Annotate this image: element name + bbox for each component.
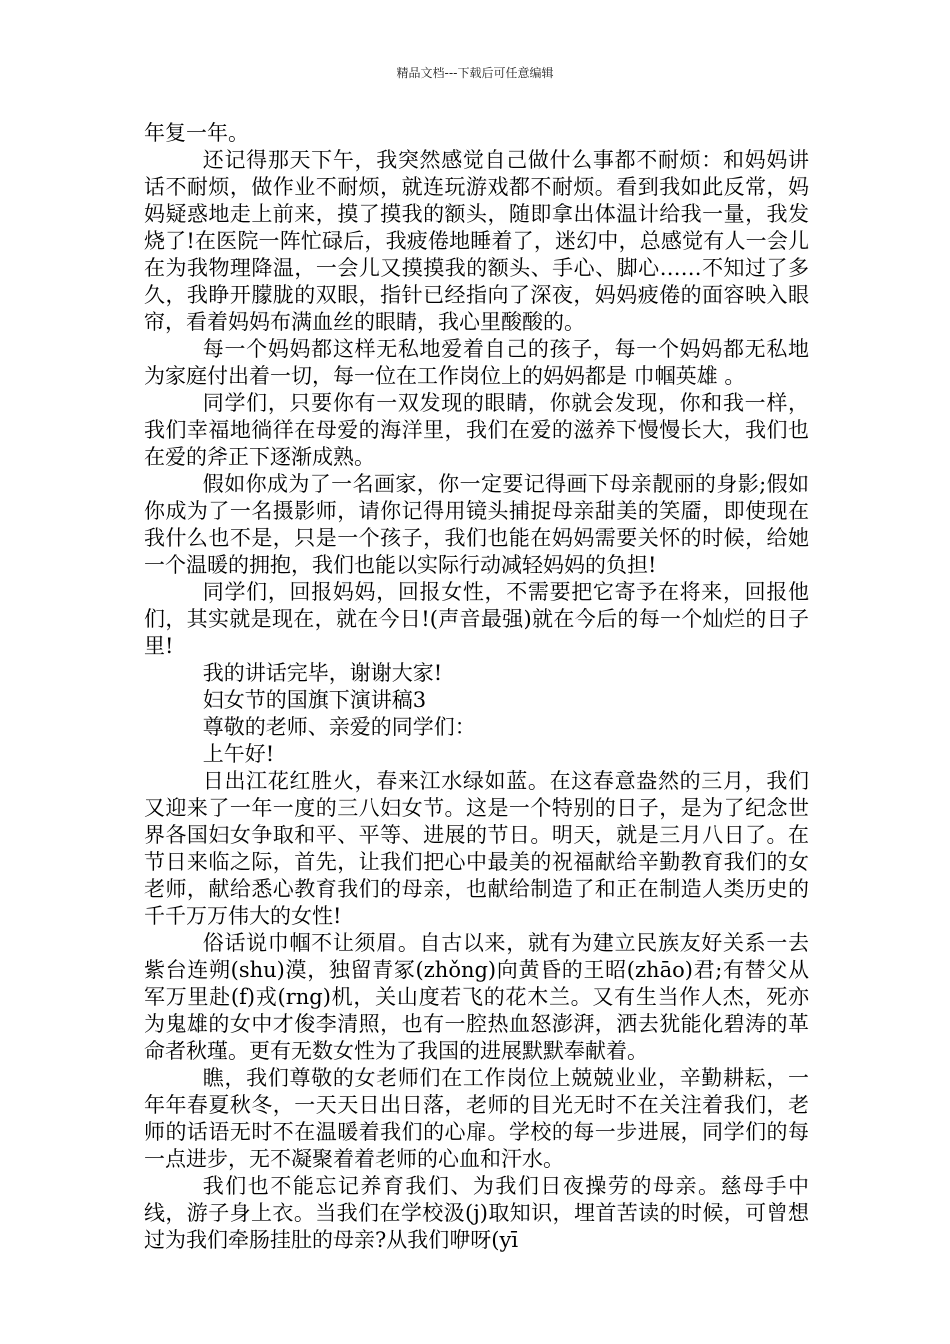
greeting: 上午好!	[202, 742, 275, 766]
paragraph: 瞧，我们尊敬的女老师们在工作岗位上兢兢业业，辛勤耕耘，一年年春夏秋冬，一天天日出日落，老师的目光无时不在关注着我们，老师的话语无时不在温暖着我们的心扉。学校的每一步进展，同学们的每一点进步，无不凝聚着着老师的心血和汗水。	[144, 1066, 809, 1171]
paragraph: 每一个妈妈都这样无私地爱着自己的孩子，每一个妈妈都无私地为家庭付出着一切，每一位在工作岗位上的妈妈都是 巾帼英雄 。	[144, 337, 809, 388]
paragraph: 年复一年。	[144, 121, 249, 145]
document-body	[144, 120, 809, 1254]
salutation: 尊敬的老师、亲爱的同学们：	[202, 715, 476, 739]
paragraph: 我们也不能忘记养育我们、为我们日夜操劳的母亲。慈母手中线，游子身上衣。当我们在学校汲(j)取知识，埋首苦读的时候，可曾想过为我们牵肠挂肚的母亲?从我们咿呀(yī	[144, 1174, 809, 1252]
paragraph: 俗话说巾帼不让须眉。自古以来，就有为建立民族友好关系一去紫台连朔(shu)漠，独留青冢(zhǒng)向黄昏的王昭(zhāo)君;有替父从军万里赴(f)戎(rng)机，关山度若飞的花木兰。又有生当作人杰，死亦为鬼雄的女中才俊李清照，也有一腔热血怒澎湃，洒去犹能化碧涛的革命者秋瑾。更有无数女性为了我国的进展默默奉献着。	[144, 931, 809, 1063]
paragraph: 假如你成为了一名画家，你一定要记得画下母亲靓丽的身影;假如你成为了一名摄影师，请你记得用镜头捕捉母亲甜美的笑靥，即使现在我什么也不是，只是一个孩子，我们也能在妈妈需要关怀的时候，给她一个温暖的拥抱，我们也能以实际行动减轻妈妈的负担!	[144, 472, 809, 577]
paragraph: 我的讲话完毕，谢谢大家!	[202, 661, 443, 685]
paragraph: 还记得那天下午，我突然感觉自己做什么事都不耐烦：和妈妈讲话不耐烦，做作业不耐烦，就连玩游戏都不耐烦。看到我如此反常，妈妈疑惑地走上前来，摸了摸我的额头，随即拿出体温计给我一量，我发烧了!在医院一阵忙碌后，我疲倦地睡着了，迷幻中，总感觉有人一会儿在为我物理降温，一会儿又摸摸我的额头、手心、脚心……不知过了多久，我睁开朦胧的双眼，指针已经指向了深夜，妈妈疲倦的面容映入眼帘，看着妈妈布满血丝的眼睛，我心里酸酸的。	[144, 148, 809, 334]
page-header: 精品文档---下载后可任意编辑	[396, 66, 554, 80]
paragraph: 同学们，回报妈妈，回报女性，不需要把它寄予在将来，回报他们，其实就是现在，就在今日!(声音最强)就在今后的每一个灿烂的日子里!	[144, 580, 809, 658]
paragraph: 日出江花红胜火，春来江水绿如蓝。在这春意盎然的三月，我们又迎来了一年一度的三八妇女节。这是一个特别的日子，是为了纪念世界各国妇女争取和平、平等、进展的节日。明天，就是三月八日了。在节日来临之际，首先，让我们把心中最美的祝福献给辛勤教育我们的女老师，献给悉心教育我们的母亲，也献给制造了和正在制造人类历史的千千万万伟大的女性!	[144, 769, 809, 928]
paragraph: 同学们，只要你有一双发现的眼睛，你就会发现，你和我一样，我们幸福地徜徉在母爱的海洋里，我们在爱的滋养下慢慢长大，我们也在爱的斧正下逐渐成熟。	[144, 391, 809, 469]
section-title: 妇女节的国旗下演讲稿3	[202, 688, 427, 712]
